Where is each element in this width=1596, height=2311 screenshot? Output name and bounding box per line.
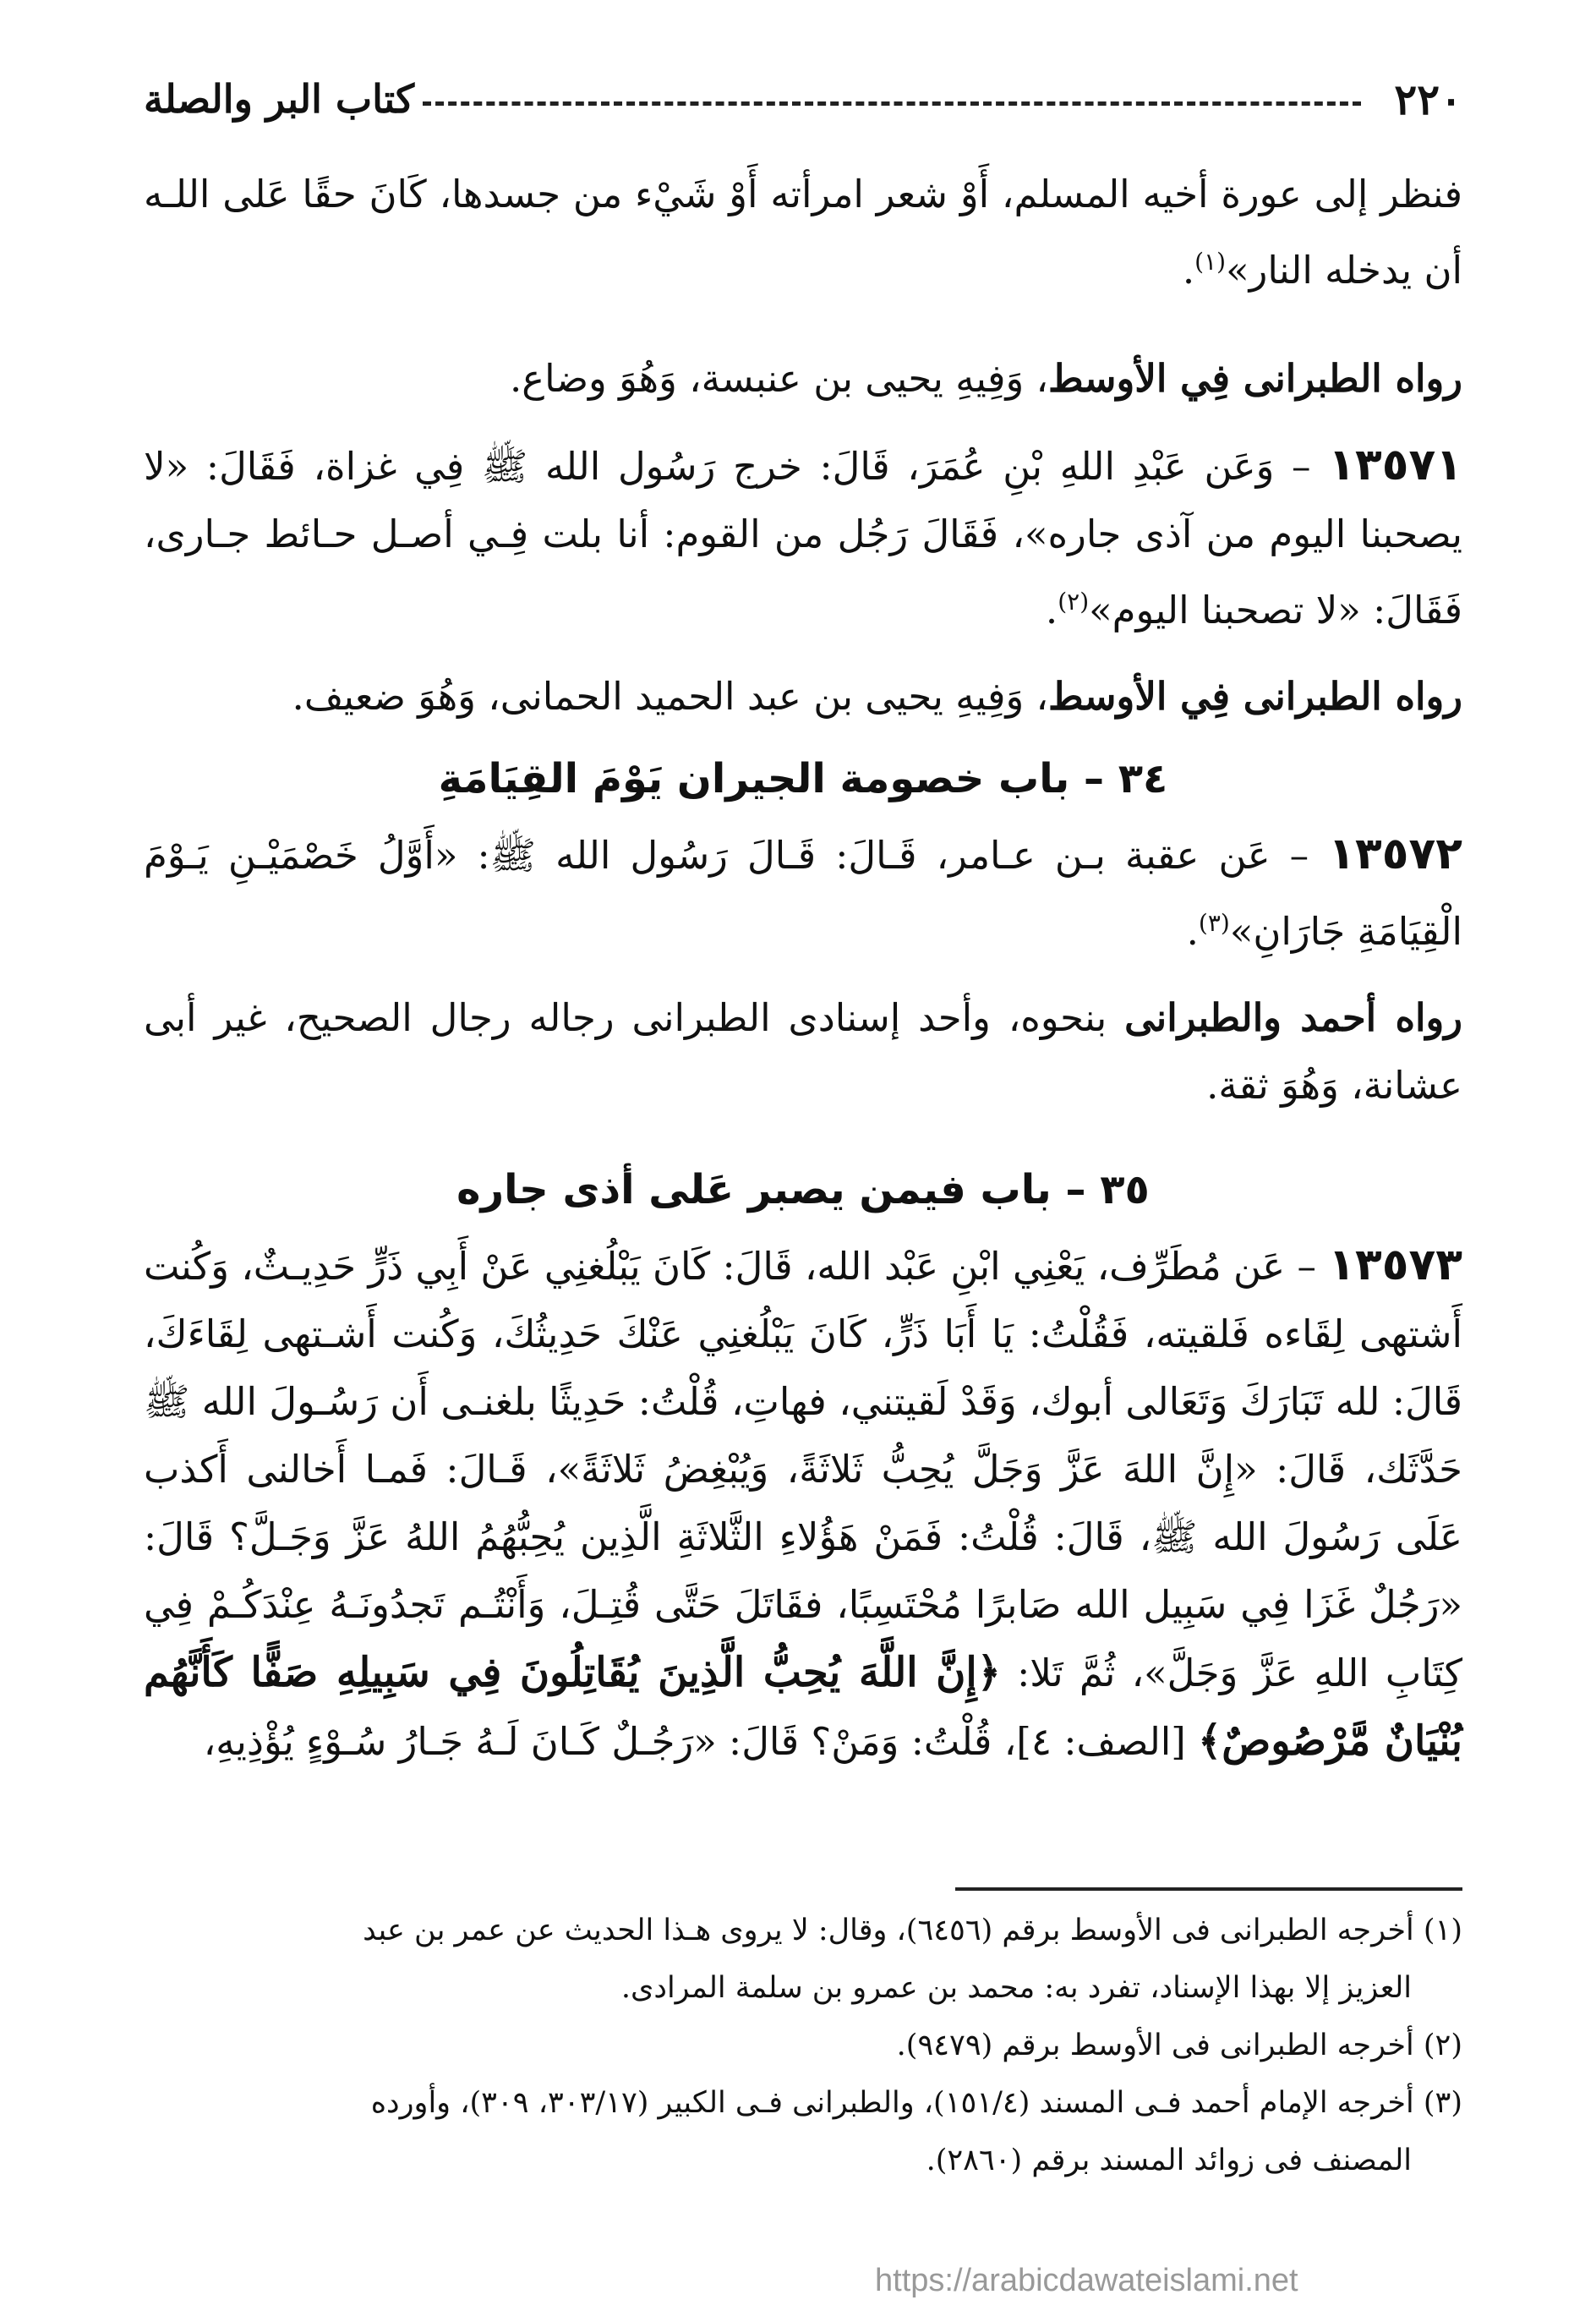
footnote-separator [955,1887,1462,1891]
hadith-13573: ١٣٥٧٣ – عَن مُطَرِّف، يَعْنِي ابْنِ عَبْد الله، قَالَ: كَانَ يَبْلُغنِي عَنْ أَبِي ذَرٍّ حَدِيـثٌ، وَكُنت أَشتهى لِقَاءه فَلقيته، فَقُلْتُ: يَا أَبَا ذَرٍّ، كَانَ يَبْلُغنِي عَنْكَ حَدِيثُكَ، وَكُنت أَشـتهى لِقَاءَكَ، قَالَ: لله تَبَارَكَ وَتَعَالى أبوك، وَقَدْ لَقيتني، فهاتِ، قُلْتُ: حَدِيثًا بلغنـى أَن رَسُـولَ الله ﷺ حَدَّثَك، قَالَ: «إِنَّ اللهَ عَزَّ وَجَلَّ يُحِبُّ ثَلاثَةً، وَيُبْغِضُ ثَلاثَةً»، قَـالَ: فَمـا أَخالنى أَكذب عَلَى رَسُولَ الله ﷺ، قَالَ: قُلْتُ: فَمَنْ هَؤُلاءِ الثَّلاثَةِ الَّذِين يُحِبُّهُمُ اللهُ عَزَّ وَجَـلَّ؟ قَالَ: «رَجُلٌ غَزَا فِي سَبِيل الله صَابرًا مُحْتَسِبًا، فقَاتَلَ حَتَّى قُتِـلَ، وَأَنْتُـم تَجدُونَـهُ عِنْدَكُـمْ فِي كِتَابِ اللهِ عَزَّ وَجَلَّ»، ثُمَّ تَلا: ﴿إِنَّ اللَّهَ يُحِبُّ الَّذِينَ يُقَاتِلُونَ فِي سَبِيلِهِ صَفًّا كَأَنَّهُم بُنْيَانٌ مَّرْصُوصٌ﴾ [الصف: ٤]، قُلْتُ: وَمَنْ؟ قَالَ: «رَجُـلٌ كَـانَ لَـهُ جَـارُ سُـوْءٍ يُؤْذِيهِ، [144,1240,1463,1765]
watermark-url: https://arabicdawateislami.net [875,2263,1298,2298]
page-header [144,68,1462,127]
hadith-13571: ١٣٥٧١ – وَعَن عَبْدِ اللهِ بْنِ عُمَرَ، قَالَ: خرج رَسُول الله ﷺ فِي غزاة، فَقَالَ: «لا يصحبنا اليوم من آذى جاره»، فَقَالَ رَجُل من القوم: أنا بلت فِـي أصـل حـائط جـارى، فَقَالَ: «لا تصحبنا اليوم»$^{(٢)}$. [144,440,1462,633]
footnotes [144,1907,1462,2194]
header-dashed-rule [423,101,1361,106]
footnote-3-continued: المصنف فى زوائد المسند برقم (٢٨٦٠). [926,2144,1412,2177]
page-body [144,161,1462,1794]
narration-note-2: رواه الطبرانى فِي الأوسط، وَفِيهِ يحيى بن عبد الحميد الحمانى، وَهُوَ ضعيف. [292,674,1462,719]
chapter-heading-35: ٣٥ – باب فيمن يصبر عَلى أذى جاره [456,1166,1150,1213]
narration-note-3: رواه أحمد والطبرانى بنحوه، وأحد إسنادى الطبرانى رجاله رجال الصحيح، غير أبى عشانة، وَهُوَ ثقة. [144,995,1462,1108]
book-page [144,68,1462,2283]
footnote-ref-3: (٣) [1198,909,1230,937]
quran-verse: ﴿إِنَّ اللَّهَ يُحِبُّ الَّذِينَ يُقَاتِلُونَ فِي سَبِيلِهِ صَفًّا كَأَنَّهُم بُنْيَانٌ مَّرْصُوصٌ﴾ [144,1649,1462,1765]
footnote-ref-1: (١) [1194,248,1227,276]
paragraph-continuation: فنظر إلى عورة أخيه المسلم، أَوْ شعر امرأته أَوْ شَيْء من جسدها، كَانَ حقًا عَلى اللـه أن يدخله النار»$^{(١)}$. [144,172,1462,293]
chapter-heading-34: ٣٤ – باب خصومة الجيران يَوْمَ القِيَامَةِ [438,755,1168,802]
hadith-number: ١٣٥٧٢ [1328,829,1462,879]
hadith-number: ١٣٥٧١ [1328,440,1462,490]
footnote-2: (٢) أخرجه الطبرانى فى الأوسط برقم (٩٤٧٩). [896,2029,1462,2062]
footnote-ref-2: (٢) [1058,588,1090,616]
footnote-1: (١) أخرجه الطبرانى فى الأوسط برقم (٦٤٥٦)، وقال: لا يروى هـذا الحديث عن عمر بن عبد [363,1914,1462,1947]
book-title: كتاب البر والصلة [144,76,414,122]
narration-note-1: رواه الطبرانى فِي الأوسط، وَفِيهِ يحيى بن عنبسة، وَهُوَ وضاع. [509,356,1462,401]
hadith-number: ١٣٥٧٣ [1328,1240,1462,1290]
page-number: ٢٢٠ [1394,74,1462,124]
footnote-1-continued: العزيز إلا بهذا الإسناد، تفرد به: محمد بن عمرو بن سلمة المرادى. [620,1971,1412,2005]
hadith-13572: ١٣٥٧٢ – عَن عقبة بـن عـامر، قَـالَ: قَـالَ رَسُول الله ﷺ: «أَوَّلُ خَصْمَيْـنِ يَـوْمَ الْقِيَامَةِ جَارَانِ»$^{(٣)}$. [144,829,1462,954]
footnote-3: (٣) أخرجه الإمام أحمد فـى المسند (١٥١/٤)، والطبرانى فـى الكبير (٣٠٣/١٧، ٣٠٩)، وأورده [370,2086,1462,2120]
